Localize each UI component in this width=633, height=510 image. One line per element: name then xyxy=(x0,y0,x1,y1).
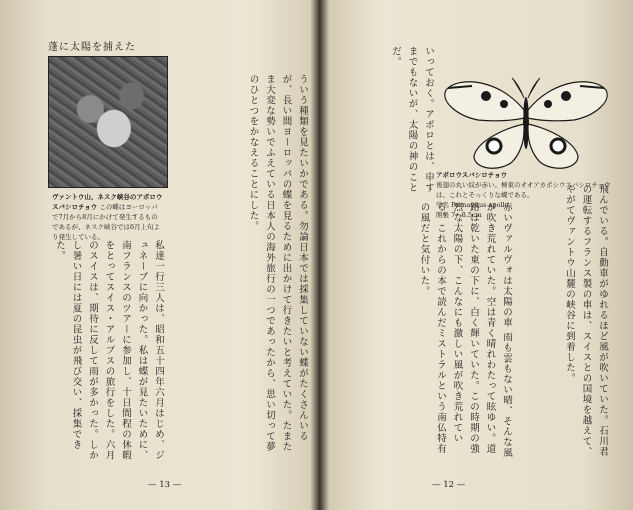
photo-caption-body: この蝶はヨーロッパで7月から8月にかけて発生するものであるが、ネスク峡谷では6月上旬より発生している。 xyxy=(52,203,161,241)
apollo-butterfly-illustration xyxy=(438,68,614,178)
photo-caption xyxy=(52,192,164,242)
butterfly-caption-title: アポロウスバシロチョウ xyxy=(436,171,508,179)
left-page xyxy=(8,12,314,498)
running-head: 蓬に太陽を捕えた xyxy=(48,42,136,53)
right-upper-column: いっておく。アポロとは、申すまでもないが、太陽の神のことだ。 xyxy=(390,46,434,193)
right-main-text: 雨も雲もない晴、そんな風が吹き荒れていた。空は青く晴れわたって眩ゆい。道路は乾いた東の下に、白く輝いていた。この時期の強烈な太陽の下、こんなにも激しい風が吹き荒れている。これからの本で読んだミストラルという南仏特有の風だと気付いた。 xyxy=(418,202,512,459)
butterfly-caption-latin: 学名 Parnassius apollo. xyxy=(436,201,511,209)
butterfly-caption-size: 開張 7～8.5cm xyxy=(436,211,482,219)
section-heading: 赤いヴァルヴォは太陽の車 xyxy=(501,202,512,328)
right-page xyxy=(322,12,625,498)
left-lower-column: 私達一行三人は、昭和五十四年六月はじめ、ジュネーブに向かった。私は蝶が見たいために、南フランスのツアーに参加し、十日間程の休暇をとってスイス・アルプスの旅行をした。六月のスイスは、期待に反して雨が多かった。しかし暑い日には夏の昆虫が飛び交い、採集できた。 xyxy=(54,240,164,461)
left-main-column: ういう種類を見たいかである。勿論日本では採集していない蝶がたくさんいるが、長い間ヨーロッパの蝶を見るために出かけて行きたいと考えていた。たまたま大変な勢いでふえている日本人の海外旅行の一つであったから、思い切って夢のひとつをかなえることにした。 xyxy=(247,74,308,452)
right-far-column: 飛んでいる。自動車がゆれるほど風が吹いていた。石川君の運転するフランス製の車は、スイスとの国境を越えて、やがてヴァントウ山麓の峡谷に到着した。 xyxy=(564,184,608,457)
butterfly-photo xyxy=(48,56,168,188)
page-number-right: — 12 — xyxy=(432,480,466,490)
butterfly-caption-body: 後翅の丸い紋が赤い。極東のオオアカボシウスバシロチョウは、これとそっくりな蝶である。 xyxy=(436,181,611,199)
photo-caption-title: ヴァントウ山、ネスク峡谷のアポロウスバシロチョウ xyxy=(52,193,163,211)
right-main-column xyxy=(336,202,514,462)
page-number-left: — 13 — xyxy=(148,480,182,490)
